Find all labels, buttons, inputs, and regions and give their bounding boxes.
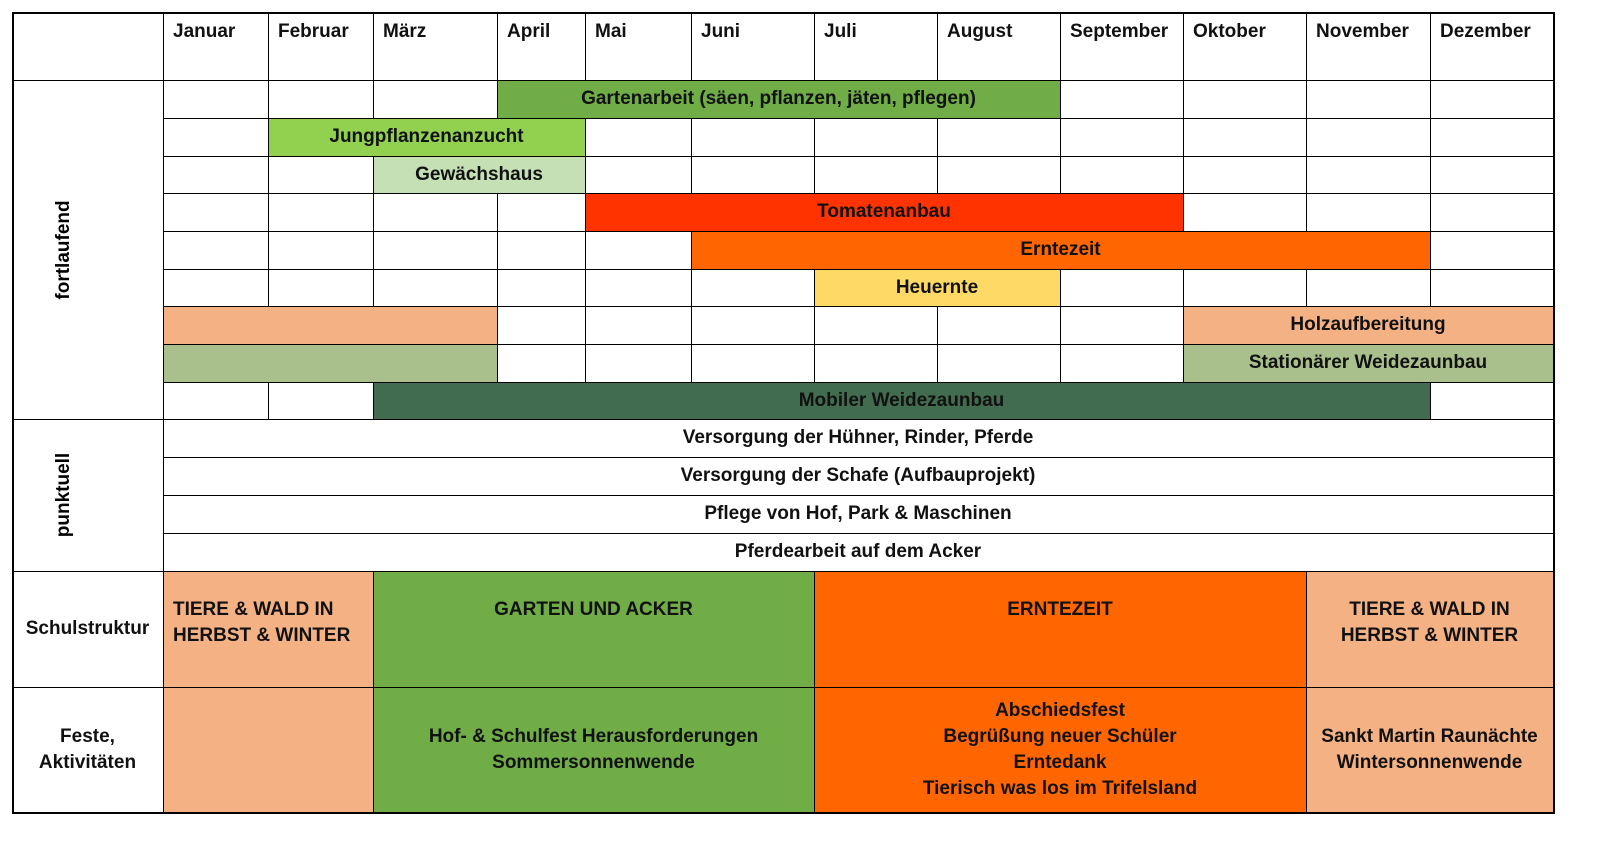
grid-cell — [163, 231, 269, 270]
month-label: Januar — [173, 21, 236, 42]
grid-cell — [268, 382, 374, 420]
month-label: Dezember — [1440, 21, 1531, 42]
month-label: März — [383, 21, 427, 42]
activity-bar-label: Stationärer Weidezaunbau — [1248, 352, 1488, 373]
section-label-festivals: Feste, Aktivitäten — [38, 725, 137, 773]
grid-cell — [585, 269, 692, 307]
festival-item: Sankt Martin Raunächte — [1321, 725, 1538, 747]
grid-cell — [814, 118, 938, 157]
grid-cell — [268, 269, 374, 307]
grid-cell — [691, 306, 815, 345]
grid-cell — [1183, 156, 1307, 194]
month-label: Februar — [278, 21, 349, 42]
grid-cell — [814, 156, 938, 194]
festival-block-text — [163, 687, 373, 812]
festival-item: Hof- & Schulfest Herausforderungen — [428, 725, 759, 747]
grid-cell — [585, 156, 692, 194]
grid-cell — [814, 344, 938, 383]
grid-cell — [1430, 269, 1554, 307]
festival-block-text — [814, 687, 1306, 812]
grid-cell — [497, 269, 586, 307]
month-label: August — [947, 21, 1013, 42]
grid-cell — [1183, 193, 1307, 232]
month-label: April — [507, 21, 551, 42]
grid-cell — [585, 118, 692, 157]
activity-bar-label: Jungpflanzenanzucht — [329, 126, 524, 147]
grid-cell — [1430, 118, 1554, 157]
grid-cell — [1060, 306, 1184, 345]
school-block-label: GARTEN UND ACKER — [494, 599, 693, 620]
school-block-label: TIERE & WALD IN HERBST & WINTER — [1340, 599, 1519, 646]
festival-block-text — [1306, 687, 1553, 812]
grid-cell — [1306, 269, 1431, 307]
festival-item: Sommersonnenwende — [492, 751, 695, 773]
grid-cell — [163, 80, 269, 119]
activity-bar-label: Tomatenanbau — [817, 201, 951, 222]
activity-bar — [163, 306, 498, 345]
grid-cell — [373, 231, 498, 270]
grid-cell — [1060, 118, 1184, 157]
activity-bar-label: Heuernte — [895, 277, 979, 298]
grid-cell — [268, 156, 374, 194]
school-block-label: ERNTEZEIT — [1007, 599, 1113, 620]
grid-cell — [585, 231, 692, 270]
grid-cell — [1306, 193, 1431, 232]
grid-cell — [814, 306, 938, 345]
grid-cell — [585, 344, 692, 383]
month-label: Juli — [824, 21, 857, 42]
section-cell-continuous — [12, 80, 164, 420]
activity-bar-label: Gewächshaus — [415, 164, 543, 185]
grid-cell — [937, 306, 1061, 345]
activity-bar-label: Mobiler Weidezaunbau — [798, 390, 1005, 411]
grid-cell — [691, 118, 815, 157]
grid-cell — [373, 269, 498, 307]
grid-cell — [163, 193, 269, 232]
grid-cell — [497, 306, 586, 345]
grid-cell — [1430, 193, 1554, 232]
month-label: Juni — [701, 21, 741, 42]
grid-cell — [1183, 80, 1307, 119]
grid-cell — [497, 231, 586, 270]
punctual-row-label: Versorgung der Schafe (Aufbauprojekt) — [680, 465, 1036, 486]
activity-bar-label: Holzaufbereitung — [1290, 314, 1446, 335]
grid-cell — [268, 193, 374, 232]
school-block-label: TIERE & WALD IN HERBST & WINTER — [173, 599, 351, 646]
grid-cell — [373, 193, 498, 232]
festival-item: Erntedank — [1013, 751, 1107, 773]
grid-cell — [1060, 80, 1184, 119]
festival-item: Tierisch was los im Trifelsland — [922, 777, 1198, 799]
grid-cell — [1430, 156, 1554, 194]
grid-cell — [1306, 118, 1431, 157]
grid-cell — [1430, 382, 1554, 420]
grid-cell — [1060, 344, 1184, 383]
section-cell-punctual — [12, 419, 164, 572]
grid-cell — [1306, 156, 1431, 194]
activity-bar-label: Gartenarbeit (säen, pflanzen, jäten, pflegen) — [581, 88, 976, 109]
grid-cell — [937, 156, 1061, 194]
month-label: November — [1316, 21, 1409, 42]
grid-cell — [268, 80, 374, 119]
grid-cell — [691, 344, 815, 383]
punctual-row-label: Versorgung der Hühner, Rinder, Pferde — [682, 427, 1034, 448]
month-label: Mai — [595, 21, 627, 42]
grid-cell — [497, 193, 586, 232]
activity-bar-label: Erntezeit — [1020, 239, 1101, 260]
month-label: September — [1070, 21, 1169, 42]
grid-cell — [1060, 156, 1184, 194]
grid-cell — [1060, 269, 1184, 307]
grid-cell — [1183, 118, 1307, 157]
grid-cell — [1183, 269, 1307, 307]
grid-cell — [497, 344, 586, 383]
section-label-punctual: punktuell — [53, 452, 74, 538]
festival-block-text — [373, 687, 814, 812]
grid-cell — [937, 118, 1061, 157]
festival-item: Wintersonnenwende — [1336, 751, 1523, 773]
grid-cell — [163, 269, 269, 307]
grid-cell — [1430, 80, 1554, 119]
section-label-school: Schulstruktur — [25, 618, 150, 639]
grid-cell — [163, 382, 269, 420]
grid-cell — [163, 118, 269, 157]
grid-cell — [1430, 231, 1554, 270]
festival-item: Abschiedsfest — [995, 699, 1125, 721]
month-label: Oktober — [1193, 21, 1266, 42]
grid-cell — [1306, 80, 1431, 119]
grid-cell — [585, 306, 692, 345]
activity-bar — [163, 344, 498, 383]
grid-cell — [937, 344, 1061, 383]
punctual-row-label: Pflege von Hof, Park & Maschinen — [704, 503, 1012, 524]
grid-cell — [163, 156, 269, 194]
header-corner-cell — [12, 12, 164, 81]
section-label-continuous: fortlaufend — [53, 200, 74, 300]
grid-cell — [691, 156, 815, 194]
grid-cell — [691, 269, 815, 307]
festival-item: Begrüßung neuer Schüler — [943, 725, 1177, 747]
grid-cell — [268, 231, 374, 270]
grid-cell — [373, 80, 498, 119]
punctual-row-label: Pferdearbeit auf dem Acker — [734, 541, 982, 562]
